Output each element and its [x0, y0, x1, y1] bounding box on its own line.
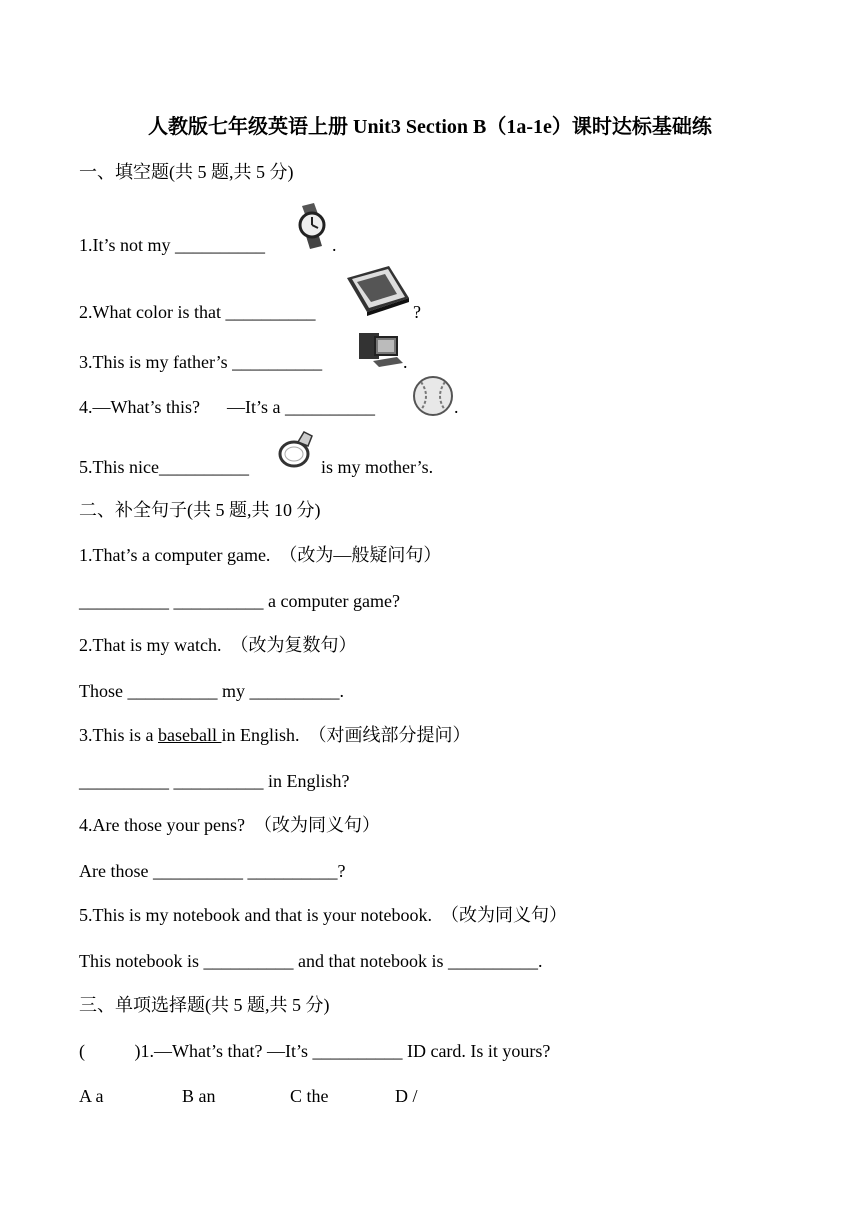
fill-item-4: 4.—What’s this? —It’s a __________ — [79, 397, 375, 417]
fill-item-1: 1.It’s not my __________ — [79, 235, 266, 255]
sentence-5-question: 5.This is my notebook and that is your notebook. （改为同义句） — [79, 905, 567, 925]
sentence-3-underlined-word: baseball — [158, 725, 222, 745]
fill-item-2: 2.What color is that __________ — [79, 302, 316, 322]
fill-item-5-end: is my mother’s. — [321, 457, 434, 477]
fill-item-4-end: . — [454, 397, 459, 417]
sentence-3-answer: __________ __________ in English? — [79, 771, 350, 791]
watch-icon — [288, 202, 332, 250]
section1-heading: 一、填空题(共 5 题,共 5 分) — [79, 162, 294, 182]
sentence-4-question: 4.Are those your pens? （改为同义句） — [79, 815, 380, 835]
sentence-5-answer: This notebook is __________ and that notebook is __________. — [79, 951, 543, 971]
fill-item-5: 5.This nice__________ — [79, 457, 249, 477]
sentence-2-answer: Those __________ my __________. — [79, 681, 344, 701]
section3-heading: 三、单项选择题(共 5 题,共 5 分) — [79, 995, 330, 1015]
computer-icon — [357, 329, 405, 369]
sentence-3-question-post: in English. （对画线部分提问） — [221, 725, 471, 745]
sentence-1-question: 1.That’s a computer game. （改为—般疑问句） — [79, 545, 442, 565]
sentence-2-question: 2.That is my watch. （改为复数句） — [79, 635, 357, 655]
sentence-4-answer: Are those __________ __________? — [79, 861, 346, 881]
fill-item-3: 3.This is my father’s __________ — [79, 352, 323, 372]
fill-item-1-end: . — [332, 235, 337, 255]
choice-1-option-c: C the — [290, 1086, 329, 1106]
sentence-1-answer: __________ __________ a computer game? — [79, 591, 400, 611]
sentence-3-question — [79, 724, 471, 746]
page-title: 人教版七年级英语上册 Unit3 Section B（1a-1e）课时达标基础练 — [148, 116, 712, 138]
ring-icon — [276, 424, 318, 472]
notebook-icon — [343, 264, 413, 316]
fill-item-2-end: ? — [413, 302, 421, 322]
fill-item-3-end: . — [403, 352, 408, 372]
sentence-3-question-pre: 3.This is a — [79, 725, 158, 745]
choice-1-question: ( )1.—What’s that? —It’s __________ ID card. Is it yours? — [79, 1041, 551, 1061]
choice-1-option-a: A a — [79, 1086, 104, 1106]
choice-1-option-d: D / — [395, 1086, 418, 1106]
choice-1-option-b: B an — [182, 1086, 216, 1106]
baseball-icon — [412, 375, 454, 417]
section2-heading: 二、补全句子(共 5 题,共 10 分) — [79, 500, 321, 520]
